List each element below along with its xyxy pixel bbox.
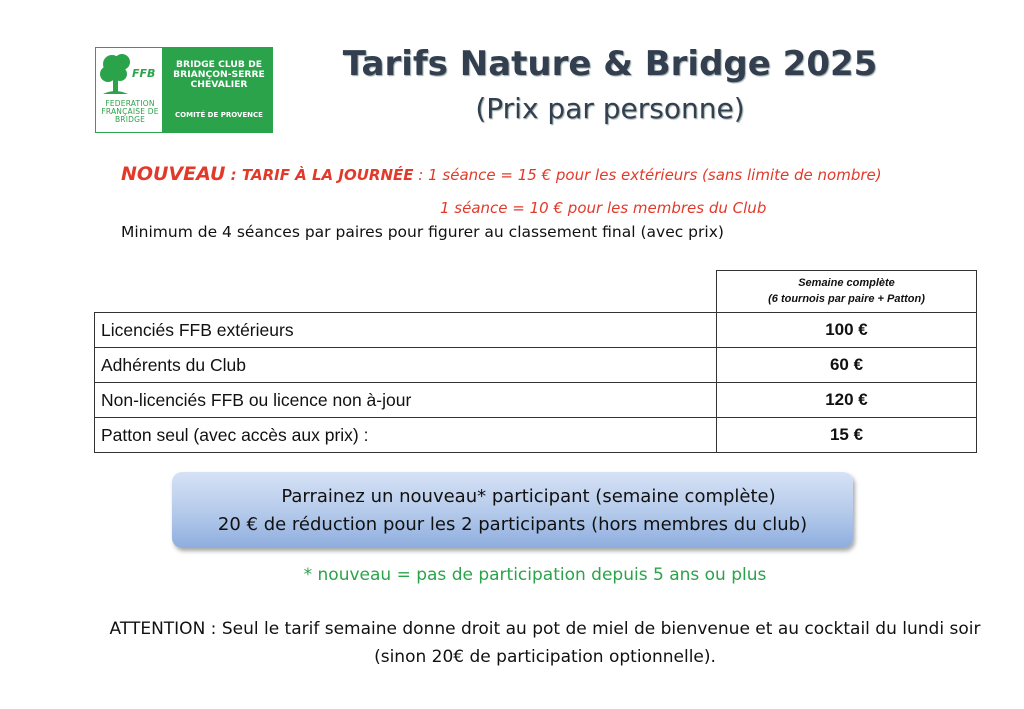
row-label: Adhérents du Club xyxy=(95,348,717,383)
table-header-title: Semaine complète xyxy=(798,277,895,289)
parrainage-line2: 20 € de réduction pour les 2 participants (hors membres du club) xyxy=(217,514,808,535)
row-price: 120 € xyxy=(717,383,977,418)
table-header xyxy=(716,270,977,312)
club-logo-panel xyxy=(163,47,273,133)
club-logo xyxy=(95,47,273,133)
row-label: Licenciés FFB extérieurs xyxy=(95,313,717,348)
page-title: Tarifs Nature & Bridge 2025 xyxy=(342,44,878,84)
nouveau-definition-note: * nouveau = pas de participation depuis 5 ans ou plus xyxy=(303,565,767,585)
nouveau-label: NOUVEAU xyxy=(121,163,226,185)
attention-text: ATTENTION : Seul le tarif semaine donne droit au pot de miel de bienvenue et au cocktail du lundi soir (sinon 20€ de participation optionnelle). xyxy=(109,619,981,667)
table-row xyxy=(95,348,977,383)
row-label: Patton seul (avec accès aux prix) : xyxy=(95,418,717,453)
row-label: Non-licenciés FFB ou licence non à-jour xyxy=(95,383,717,418)
row-price: 15 € xyxy=(717,418,977,453)
nouveau-line xyxy=(121,163,882,185)
table-row xyxy=(95,313,977,348)
table-header-detail: (6 tournois par paire + Patton) xyxy=(768,293,925,305)
ffb-logo-panel xyxy=(95,47,163,133)
federation-label: FEDERATION FRANÇAISE DE BRIDGE xyxy=(101,99,159,124)
comite-label: COMITÉ DE PROVENCE xyxy=(175,111,263,119)
page-subtitle: (Prix par personne) xyxy=(475,92,745,125)
parrainage-line1: Parrainez un nouveau* participant (semaine complète) xyxy=(281,486,776,507)
row-price: 60 € xyxy=(717,348,977,383)
ffb-wordmark: FFB xyxy=(132,67,156,80)
minimum-seances-text: Minimum de 4 séances par paires pour figurer au classement final (avec prix) xyxy=(121,223,724,241)
row-price: 100 € xyxy=(717,313,977,348)
nouveau-tariff-membres: 1 séance = 10 € pour les membres du Club xyxy=(440,199,767,217)
nouveau-tag: : TARIF À LA JOURNÉE xyxy=(225,166,414,184)
club-name: BRIDGE CLUB DE BRIANÇON-SERRE CHEVALIER xyxy=(173,59,265,90)
table-row xyxy=(95,383,977,418)
parrainage-banner xyxy=(172,472,853,548)
nouveau-tariff-exterieurs: : 1 séance = 15 € pour les extérieurs (sans limite de nombre) xyxy=(413,166,882,184)
price-table xyxy=(94,312,977,453)
table-row xyxy=(95,418,977,453)
